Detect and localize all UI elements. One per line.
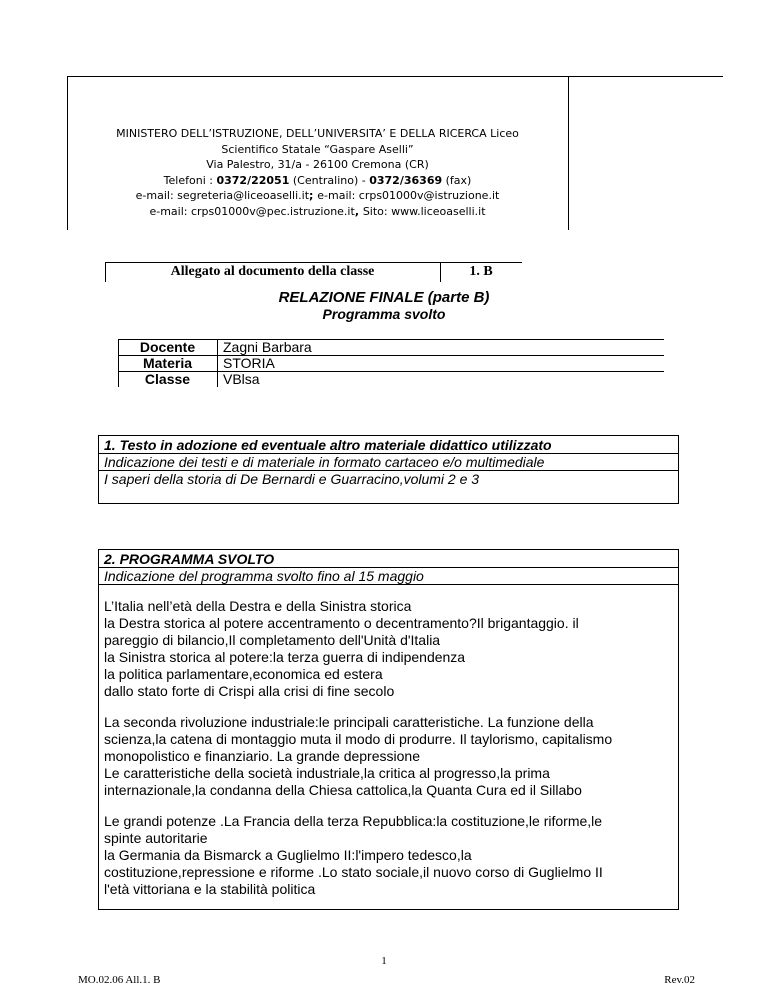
section-programma-heading: 2. PROGRAMMA SVOLTO	[99, 550, 678, 568]
programma-line: scienza,la catena di montaggio muta il modo di produrre. Il taylorismo, capitalismo	[104, 731, 613, 747]
email-separator: ;	[309, 189, 318, 202]
footer-revision: Rev.02	[664, 974, 695, 986]
pec-separator: ,	[354, 204, 363, 218]
programma-paragraph	[104, 598, 673, 700]
docente-value: Zagni Barbara	[223, 339, 312, 355]
section-programma-subheading: Indicazione del programma svolto fino al 15 maggio	[99, 568, 678, 585]
programma-paragraph	[104, 813, 673, 898]
classe-label: Classe	[144, 371, 191, 387]
phone-main: 0372/22051	[216, 173, 290, 187]
email-line	[67, 188, 568, 204]
programma-line: L’Italia nell’età della Destra e della Sinistra storica	[104, 598, 412, 614]
section-textbooks	[98, 435, 679, 504]
email-segreteria[interactable]: e-mail: segreteria@liceoaselli.it	[135, 189, 310, 202]
allegato-code: 1. B	[469, 264, 493, 279]
programma-line: l'età vittoriana e la stabilità politica	[104, 881, 316, 897]
letterhead-divider	[568, 76, 569, 230]
email-istruzione[interactable]: e-mail: crps01000v@istruzione.it	[317, 189, 500, 202]
programma-line: pareggio di bilancio,Il completamento dell'Unità d'Italia	[104, 632, 441, 648]
school-name: Scientifico Statale “Gaspare Aselli”	[221, 142, 414, 156]
website[interactable]: Sito: www.liceoaselli.it	[362, 204, 486, 218]
programma-line: costituzione,repressione e riforme .Lo stato sociale,il nuovo corso di Guglielmo II	[104, 864, 603, 880]
classe-value: VBlsa	[223, 371, 260, 387]
section-textbooks-text: I saperi della storia di De Bernardi e Guarracino,volumi 2 e 3	[104, 471, 480, 487]
programma-line: La seconda rivoluzione industriale:le principali caratteristiche. La funzione della	[104, 714, 594, 730]
phone-fax: 0372/36369	[369, 173, 443, 187]
page-number: 1	[381, 955, 387, 967]
docente-label: Docente	[139, 339, 196, 355]
letterhead	[67, 76, 723, 230]
phone-prefix: Telefoni :	[163, 173, 217, 187]
materia-value: STORIA	[223, 355, 275, 371]
programma-body	[99, 585, 678, 898]
info-table	[118, 339, 664, 387]
allegato-label: Allegato al documento della classe	[170, 264, 375, 279]
programma-line: monopolistico e finanziario. La grande depressione	[104, 748, 420, 764]
page-title: RELAZIONE FINALE (parte B)	[278, 289, 490, 306]
programma-line: Le caratteristiche della società industriale,la critica al progresso,la prima	[104, 765, 550, 781]
programma-line: la Germania da Bismarck a Guglielmo II:l'impero tedesco,la	[104, 847, 472, 863]
allegato-top-rule	[105, 262, 522, 263]
letterhead-top-rule	[67, 76, 723, 77]
ministry-line: MINISTERO DELL’ISTRUZIONE, DELL’UNIVERSITA’ E DELLA RICERCA Liceo	[116, 127, 519, 140]
materia-label: Materia	[142, 355, 193, 371]
email-pec[interactable]: e-mail: crps01000v@pec.istruzione.it	[149, 204, 355, 218]
programma-line: internazionale,la condanna della Chiesa cattolica,la Quanta Cura ed il Sillabo	[104, 782, 582, 798]
footer-doc-code: MO.02.06 All.1. B	[78, 974, 161, 986]
phone-fax-note: (fax)	[442, 173, 472, 187]
programma-line: spinte autoritarie	[104, 830, 208, 846]
section-textbooks-heading: 1. Testo in adozione ed eventuale altro materiale didattico utilizzato	[99, 436, 678, 454]
pec-line	[67, 204, 568, 220]
programma-line: dallo stato forte di Crispi alla crisi di fine secolo	[104, 683, 395, 699]
phone-line	[67, 173, 568, 189]
page-subtitle: Programma svolto	[322, 306, 446, 322]
school-address: Via Palestro, 31/a - 26100 Cremona (CR)	[206, 158, 429, 171]
info-table-divider	[217, 339, 218, 387]
programma-line: Le grandi potenze .La Francia della terza Repubblica:la costituzione,le riforme,le	[104, 813, 603, 829]
allegato-row	[105, 262, 522, 282]
programma-line: la Sinistra storica al potere:la terza guerra di indipendenza	[104, 649, 466, 665]
section-programma	[98, 549, 679, 910]
programma-line: la Destra storica al potere accentramento o decentramento?Il brigantaggio. il	[104, 615, 579, 631]
programma-line: la politica parlamentare,economica ed estera	[104, 666, 383, 682]
letterhead-text	[67, 126, 568, 219]
programma-paragraph	[104, 714, 673, 799]
phone-main-note: (Centralino) -	[289, 173, 370, 187]
section-textbooks-subheading: Indicazione dei testi e di materiale in formato cartaceo e/o multimediale	[99, 454, 678, 471]
